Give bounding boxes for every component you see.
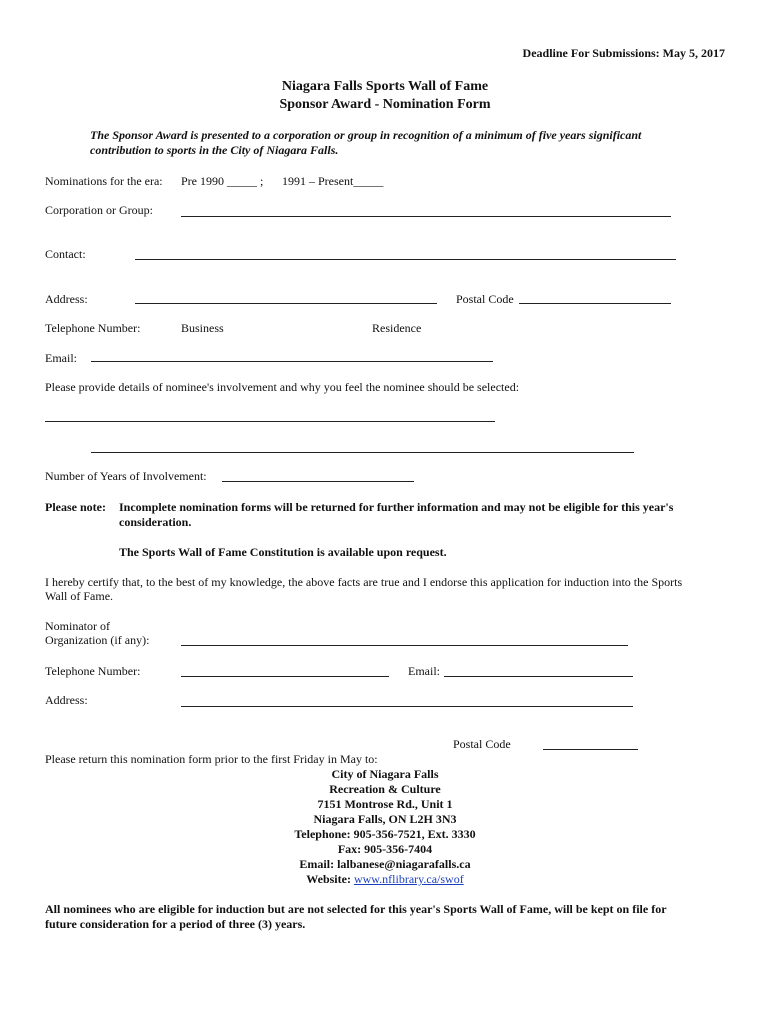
- address-label: Address:: [45, 292, 88, 306]
- era-label: Nominations for the era:: [45, 174, 163, 188]
- details-prompt: Please provide details of nominee's involvement and why you feel the nominee should be selected:: [45, 380, 520, 394]
- email-field[interactable]: [91, 361, 493, 362]
- contact-field[interactable]: [135, 259, 676, 260]
- intro-line-1: The Sponsor Award is presented to a corporation or group in recognition of a minimum of five years significant: [90, 128, 642, 142]
- footer-line-1: All nominees who are eligible for induction but are not selected for this year's Sports Wall of Fame, will be kept on file for: [45, 902, 667, 916]
- postal-code2-field[interactable]: [543, 749, 638, 750]
- deadline: Deadline For Submissions: May 5, 2017: [522, 46, 725, 60]
- return-website: [0, 872, 770, 887]
- address2-label: Address:: [45, 693, 88, 707]
- website-label: Website:: [306, 872, 351, 886]
- corporation-label: Corporation or Group:: [45, 203, 153, 217]
- return-org: City of Niagara Falls: [331, 767, 439, 781]
- email-label: Email:: [45, 351, 77, 365]
- footer-line-2: future consideration for a period of three (3) years.: [45, 917, 306, 931]
- website-link[interactable]: www.nflibrary.ca/swof: [353, 872, 464, 886]
- email2-field[interactable]: [444, 676, 633, 677]
- return-instructions: Please return this nomination form prior to the first Friday in May to:: [45, 752, 378, 766]
- postal-code2-label: Postal Code: [453, 737, 511, 751]
- return-fax: Fax: 905-356-7404: [337, 842, 433, 856]
- return-email: Email: lalbanese@niagarafalls.ca: [299, 857, 471, 871]
- note-text-2: consideration.: [119, 515, 192, 529]
- contact-label: Contact:: [45, 247, 86, 261]
- return-dept: Recreation & Culture: [329, 782, 441, 796]
- details-line-1[interactable]: [45, 421, 495, 422]
- nominator-field[interactable]: [181, 645, 628, 646]
- return-street: 7151 Montrose Rd., Unit 1: [317, 797, 453, 811]
- corporation-field[interactable]: [181, 216, 671, 217]
- note-text-1: Incomplete nomination forms will be returned for further information and may not be eligible for this year's: [119, 500, 674, 514]
- constitution-note: The Sports Wall of Fame Constitution is available upon request.: [119, 545, 447, 559]
- postal-code-label: Postal Code: [456, 292, 514, 306]
- address2-field[interactable]: [181, 706, 633, 707]
- era-option-1991-present[interactable]: 1991 – Present_____: [282, 174, 384, 188]
- certify-line-1: I hereby certify that, to the best of my knowledge, the above facts are true and I endorse this application for induction into the Sports: [45, 575, 683, 589]
- era-option-pre-1990[interactable]: Pre 1990 _____ ;: [181, 174, 264, 188]
- business-phone-label: Business: [181, 321, 224, 335]
- years-label: Number of Years of Involvement:: [45, 469, 207, 483]
- residence-phone-label: Residence: [372, 321, 422, 335]
- years-field[interactable]: [222, 481, 414, 482]
- return-city: Niagara Falls, ON L2H 3N3: [313, 812, 457, 826]
- form-subtitle: Sponsor Award - Nomination Form: [279, 97, 491, 112]
- postal-code-field[interactable]: [519, 303, 671, 304]
- details-line-2[interactable]: [91, 452, 634, 453]
- form-title: Niagara Falls Sports Wall of Fame: [281, 79, 489, 94]
- return-phone: Telephone: 905-356-7521, Ext. 3330: [294, 827, 476, 841]
- telephone-label: Telephone Number:: [45, 321, 141, 335]
- telephone2-field[interactable]: [181, 676, 389, 677]
- telephone2-label: Telephone Number:: [45, 664, 141, 678]
- certify-line-2: Wall of Fame.: [45, 589, 114, 603]
- address-field[interactable]: [135, 303, 437, 304]
- intro-line-2: contribution to sports in the City of Niagara Falls.: [90, 143, 339, 157]
- note-label: Please note:: [45, 500, 106, 514]
- email2-label: Email:: [408, 664, 440, 678]
- nominator-label-2: Organization (if any):: [45, 633, 150, 647]
- nominator-label-1: Nominator of: [45, 619, 110, 633]
